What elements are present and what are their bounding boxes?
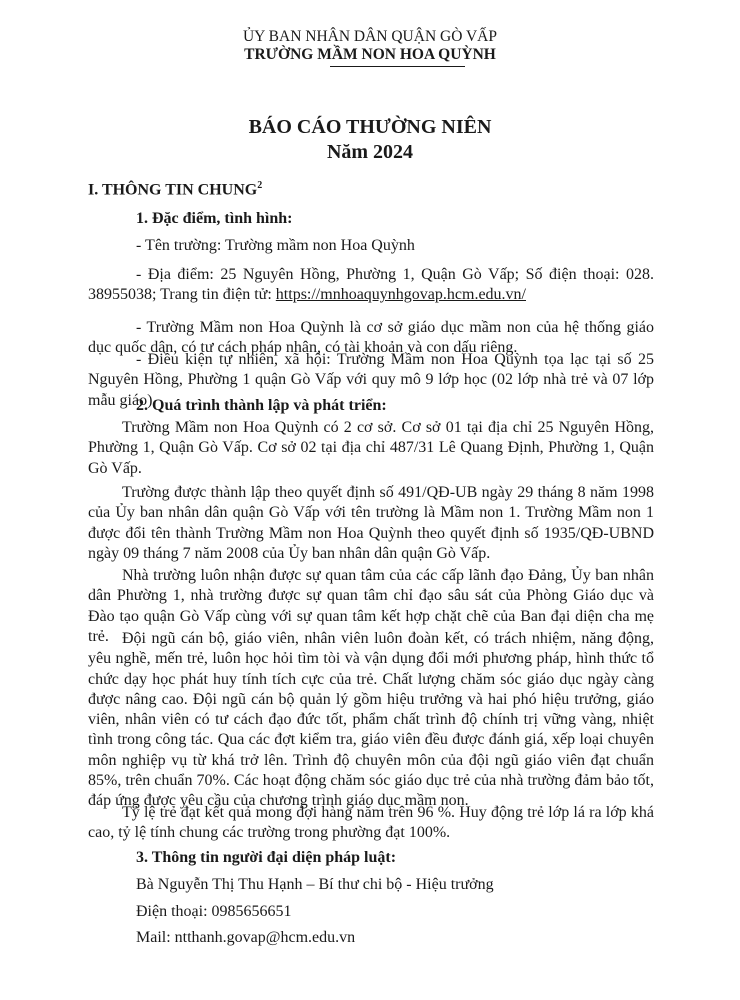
history-paragraph-3: Nhà trường luôn nhận được sự quan tâm của các cấp lãnh đạo Đảng, Ủy ban nhân dân Phường 1, nhà trường được sự quan tâm chỉ đạo sâu sát của Phòng Giáo dục và Đào tạo quận Gò Vấp cùng với sự quan tâm kết hợp chặt chẽ của Ban đại diện cha mẹ trẻ. [88,567,654,645]
subheading-characteristics: 1. Đặc điểm, tình hình: [136,210,293,227]
report-year: Năm 2024 [326,141,414,163]
history-paragraph-5: Tỷ lệ trẻ đạt kết quả mong đợi hàng năm trên 96 %. Huy động trẻ lớp lá ra lớp khá cao, tỷ lệ tính chung các trường trong phường đạt 100%. [88,804,654,842]
header-underline [330,66,465,67]
history-paragraph-1: Trường Mầm non Hoa Quỳnh có 2 cơ sở. Cơ sở 01 tại địa chỉ 25 Nguyên Hồng, Phường 1, Quận Gò Vấp. Cơ sở 02 tại địa chỉ 487/31 Lê Quang Định, Phường 1, Quận Gò Vấp. [88,419,654,477]
school-name-line: - Tên trường: Trường mầm non Hoa Quỳnh [136,237,415,254]
subheading-history: 2. Quá trình thành lập và phát triển: [136,397,387,414]
section-heading [88,180,262,199]
website-link[interactable]: https://mnhoaquynhgovap.hcm.edu.vn/ [275,286,526,304]
legal-status-paragraph: - Trường Mầm non Hoa Quỳnh là cơ sở giáo dục mầm non của hệ thống giáo dục quốc dân, có tư cách pháp nhân, có tài khoản và con dấu riêng. [88,319,654,357]
history-paragraph-2: Trường được thành lập theo quyết định số 491/QĐ-UB ngày 29 tháng 8 năm 1998 của Ủy ban nhân dân quận Gò Vấp với tên trường là Mầm non 1. Trường Mầm non 1 được đổi tên thành Trường Mầm non Hoa Quỳnh theo quyết định số 1935/QĐ-UBND ngày 09 tháng 7 năm 2008 của Ủy ban nhân dân quận Gò Vấp. [88,484,654,562]
mail-line: Mail: ntthanh.govap@hcm.edu.vn [136,929,356,946]
phone-line: Điện thoại: 0985656651 [136,903,292,920]
org-line-1: ỦY BAN NHÂN DÂN QUẬN GÒ VẤP [242,28,498,45]
representative-line: Bà Nguyễn Thị Thu Hạnh – Bí thư chi bộ - Hiệu trưởng [136,876,494,893]
conditions-paragraph: - Điều kiện tự nhiên, xã hội: Trường Mầm non Hoa Quỳnh tọa lạc tại số 25 Nguyên Hồng, Phường 1 quận Gò Vấp với quy mô 9 lớp học (02 lớp nhà trẻ và 07 lớp mẫu giáo). [88,351,654,409]
org-line-2: TRƯỜNG MẦM NON HOA QUỲNH [244,46,496,63]
footnote-mark: 2 [257,180,263,191]
subheading-representative: 3. Thông tin người đại diện pháp luật: [136,849,397,866]
address-paragraph: - Địa điểm: 25 Nguyên Hồng, Phường 1, Quận Gò Vấp; Số điện thoại: 028. 38955038; Trang tin điện tử: https://mnhoaquynhgovap.hcm.edu.vn/ [88,266,654,304]
history-paragraph-4: Đội ngũ cán bộ, giáo viên, nhân viên luôn đoàn kết, có trách nhiệm, năng động, yêu nghề, mến trẻ, luôn học hỏi tìm tòi và vận dụng đổi mới phương pháp, hình thức tổ chức dạy học phát huy tính tích cực của trẻ. Chất lượng chăm sóc giáo dục ngày càng được nâng cao. Đội ngũ cán bộ quản lý gồm hiệu trưởng và hai phó hiệu trưởng, giáo viên, nhân viên có tư cách đạo đức tốt, phẩm chất trình độ chính trị vững vàng, nhiệt tình trong công tác. Qua các đợt kiểm tra, giáo viên đều được đánh giá, xếp loại chuyên môn nghiệp vụ từ khá trở lên. Trình độ chuyên môn của đội ngũ giáo viên đạt chuẩn 85%, trên chuẩn 70%. Các hoạt động chăm sóc giáo dục trẻ của nhà trường đảm bảo tốt, đáp ứng được yêu cầu của chương trình giáo dục mầm non. [88,630,654,810]
report-title: BÁO CÁO THƯỜNG NIÊN [248,116,492,138]
section-heading-text: I. THÔNG TIN CHUNG [88,181,258,199]
